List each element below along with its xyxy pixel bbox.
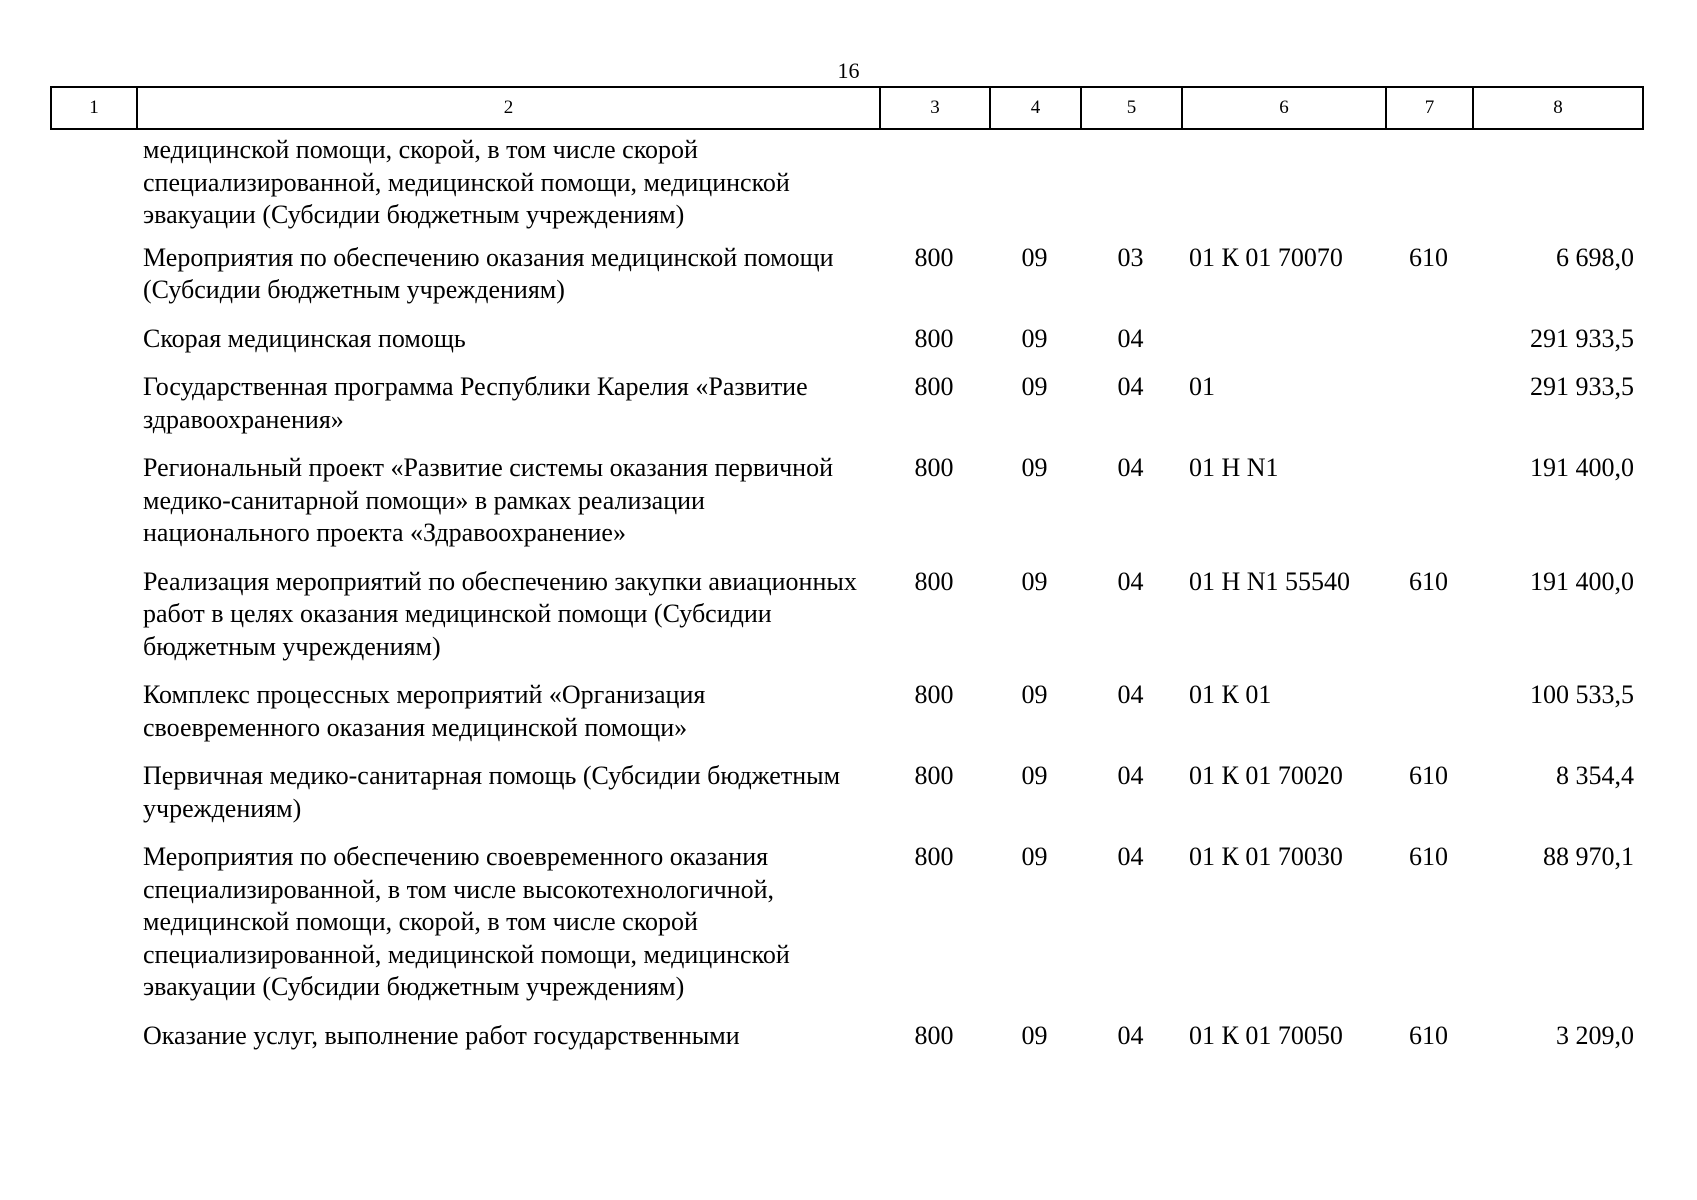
table-row (50, 841, 1642, 1020)
row-col7: 610 (1409, 1020, 1448, 1050)
table-row (50, 134, 1642, 242)
row-col7: 610 (1409, 566, 1448, 596)
row-col7: 610 (1409, 242, 1448, 272)
row-col4: 09 (1021, 842, 1048, 871)
row-name: медицинской помощи, скорой, в том числе скорой специализированной, медицинской помощи, медицинской эвакуации (Субсидии бюджетным учреждениям) (143, 135, 790, 229)
row-col6 (1181, 134, 1385, 242)
row-col3: 800 (914, 453, 954, 482)
row-col8: 191 400,0 (1530, 453, 1634, 482)
row-col7 (1385, 371, 1472, 452)
header-cell-5: 5 (1081, 87, 1182, 129)
row-col6: 01 К 01 70030 (1189, 842, 1343, 871)
row-name: Государственная программа Республики Карелия «Развитие здравоохранения» (143, 372, 808, 434)
table-row (50, 242, 1642, 323)
header-row (51, 87, 1643, 129)
row-col3: 800 (914, 372, 954, 401)
row-col4: 09 (1021, 453, 1048, 482)
table-header (50, 86, 1644, 130)
row-col6 (1181, 323, 1385, 372)
table-row (50, 679, 1642, 760)
row-col6: 01 (1189, 372, 1215, 401)
row-col3 (879, 134, 989, 242)
table-row (50, 323, 1642, 372)
row-col5: 03 (1117, 242, 1144, 272)
row-col6: 01 Н N1 (1189, 453, 1279, 482)
row-col4: 09 (1021, 242, 1048, 272)
row-name: Реализация мероприятий по обеспечению закупки авиационных работ в целях оказания медицинской помощи (Субсидии бюджетным учреждениям) (143, 566, 857, 661)
row-col7 (1385, 452, 1472, 566)
row-col5: 04 (1117, 842, 1144, 871)
row-col8: 100 533,5 (1530, 680, 1634, 709)
row-col3: 800 (914, 566, 954, 596)
row-col8: 291 933,5 (1530, 372, 1634, 401)
row-col5: 04 (1117, 372, 1144, 401)
row-col4: 09 (1021, 680, 1048, 709)
row-col7: 610 (1409, 842, 1448, 871)
row-col7: 610 (1409, 761, 1448, 790)
row-col8 (1472, 134, 1642, 242)
row-col4: 09 (1021, 372, 1048, 401)
table-row (50, 1020, 1642, 1069)
header-cell-7: 7 (1386, 87, 1473, 129)
header-cell-1: 1 (51, 87, 137, 129)
header-cell-8: 8 (1473, 87, 1643, 129)
row-col5: 04 (1117, 566, 1144, 596)
table-row (50, 760, 1642, 841)
row-name: Комплекс процессных мероприятий «Организация своевременного оказания медицинской помощи» (143, 680, 706, 742)
table-row (50, 371, 1642, 452)
row-col3: 800 (914, 1020, 954, 1050)
row-col6: 01 К 01 70020 (1189, 761, 1343, 790)
row-col6: 01 Н N1 55540 (1189, 566, 1351, 596)
row-col6: 01 К 01 70050 (1189, 1020, 1343, 1050)
row-col5: 04 (1117, 1020, 1144, 1050)
row-col3: 800 (914, 842, 954, 871)
table-row (50, 452, 1642, 566)
page-number: 16 (837, 58, 860, 83)
row-name: Мероприятия по обеспечению своевременного оказания специализированной, в том числе высокотехнологичной, медицинской помощи, скорой, в том числе скорой специализированной, медицинской помощи, медицинской эвакуации (Субсидии бюджетным учреждениям) (143, 842, 790, 1001)
row-col3: 800 (914, 680, 954, 709)
row-col6: 01 К 01 (1189, 680, 1272, 709)
row-name: Региональный проект «Развитие системы оказания первичной медико-санитарной помощи» в рамках реализации национального проекта «Здравоохранение» (143, 453, 833, 547)
row-col7 (1385, 323, 1472, 372)
row-col8: 291 933,5 (1530, 323, 1634, 353)
row-col5 (1080, 134, 1181, 242)
row-col7 (1385, 679, 1472, 760)
row-col3: 800 (914, 761, 954, 790)
header-cell-2: 2 (137, 87, 880, 129)
row-col8: 191 400,0 (1530, 566, 1634, 596)
row-col4 (989, 134, 1080, 242)
row-col6: 01 К 01 70070 (1189, 242, 1343, 272)
row-name: Мероприятия по обеспечению оказания медицинской помощи (Субсидии бюджетным учреждениям) (143, 242, 834, 304)
row-name: Скорая медицинская помощь (143, 323, 466, 353)
table-row (50, 566, 1642, 680)
row-col8: 88 970,1 (1543, 842, 1634, 871)
row-col4: 09 (1021, 566, 1048, 596)
row-col3: 800 (914, 323, 954, 353)
header-cell-4: 4 (990, 87, 1081, 129)
row-col4: 09 (1021, 323, 1048, 353)
budget-table (50, 134, 1642, 1068)
row-col8: 3 209,0 (1556, 1020, 1634, 1050)
row-col3: 800 (914, 242, 954, 272)
row-col5: 04 (1117, 323, 1144, 353)
row-col5: 04 (1117, 680, 1144, 709)
row-col8: 8 354,4 (1556, 761, 1634, 790)
header-cell-3: 3 (880, 87, 990, 129)
row-col5: 04 (1117, 453, 1144, 482)
row-col5: 04 (1117, 761, 1144, 790)
row-col8: 6 698,0 (1556, 242, 1634, 272)
row-name: Оказание услуг, выполнение работ государственными (143, 1020, 740, 1050)
row-col4: 09 (1021, 1020, 1048, 1050)
row-col7 (1385, 134, 1472, 242)
row-name: Первичная медико-санитарная помощь (Субсидии бюджетным учреждениям) (143, 761, 841, 823)
header-cell-6: 6 (1182, 87, 1386, 129)
row-col4: 09 (1021, 761, 1048, 790)
